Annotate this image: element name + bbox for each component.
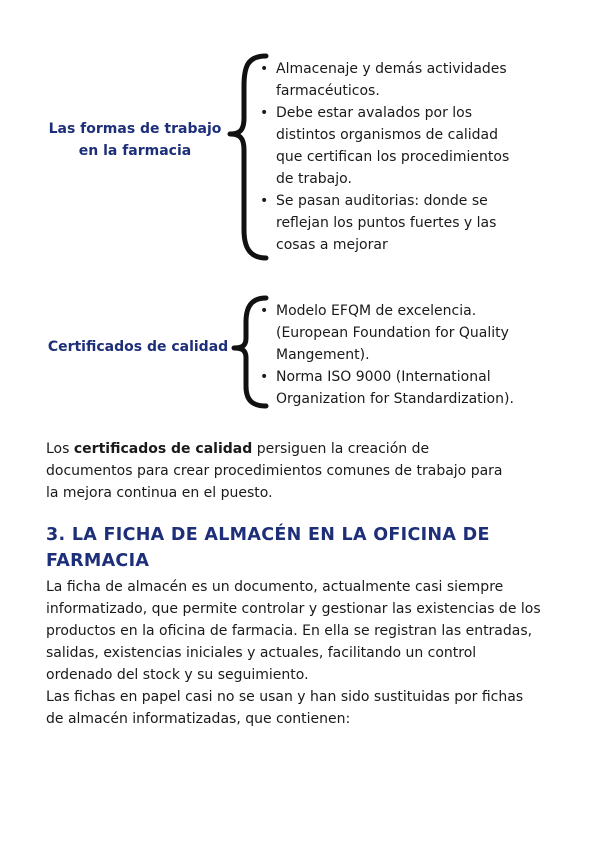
list-item: • Debe estar avalados por los distintos organismos de calidad que certifican los procedimientos de trabajo.	[276, 102, 576, 190]
section-heading: 3. LA FICHA DE ALMACÉN EN LA OFICINA DE FARMACIA	[46, 525, 490, 571]
paragraph-certificados: Los certificados de calidad persiguen la creación de documentos para crear procedimientos comunes de trabajo para la mejora continua en el puesto.	[46, 441, 503, 501]
list-item: • Se pasan auditorias: donde se reflejan los puntos fuertes y las cosas a mejorar	[276, 190, 576, 256]
bullet-list-certificados	[258, 300, 576, 410]
bold-term: certificados de calidad	[73, 441, 253, 457]
list-item: • Almacenaje y demás actividades farmacéuticos.	[276, 58, 576, 102]
bullet-list-formas	[258, 58, 576, 256]
section-label-certificados: Certificados de calidad	[47, 339, 229, 355]
label-line: Las formas de trabajo	[48, 121, 222, 137]
section-label-formas-trabajo	[40, 118, 230, 162]
paragraph-ficha-almacen: La ficha de almacén es un documento, actualmente casi siempre informatizado, que permite controlar y gestionar las existencias de los productos en la oficina de farmacia. En ella se registran las entradas, salidas, existencias iniciales y actuales, facilitando un control ordenado del stock y su seguimiento. Las fichas en papel casi no se usan y han sido sustituidas por fichas de almacén informatizadas, que contienen:	[46, 579, 541, 727]
list-item: • Modelo EFQM de excelencia. (European Foundation for Quality Mangement).	[276, 300, 576, 366]
list-item: • Norma ISO 9000 (International Organization for Standardization).	[276, 366, 576, 410]
label-line: en la farmacia	[78, 143, 192, 159]
